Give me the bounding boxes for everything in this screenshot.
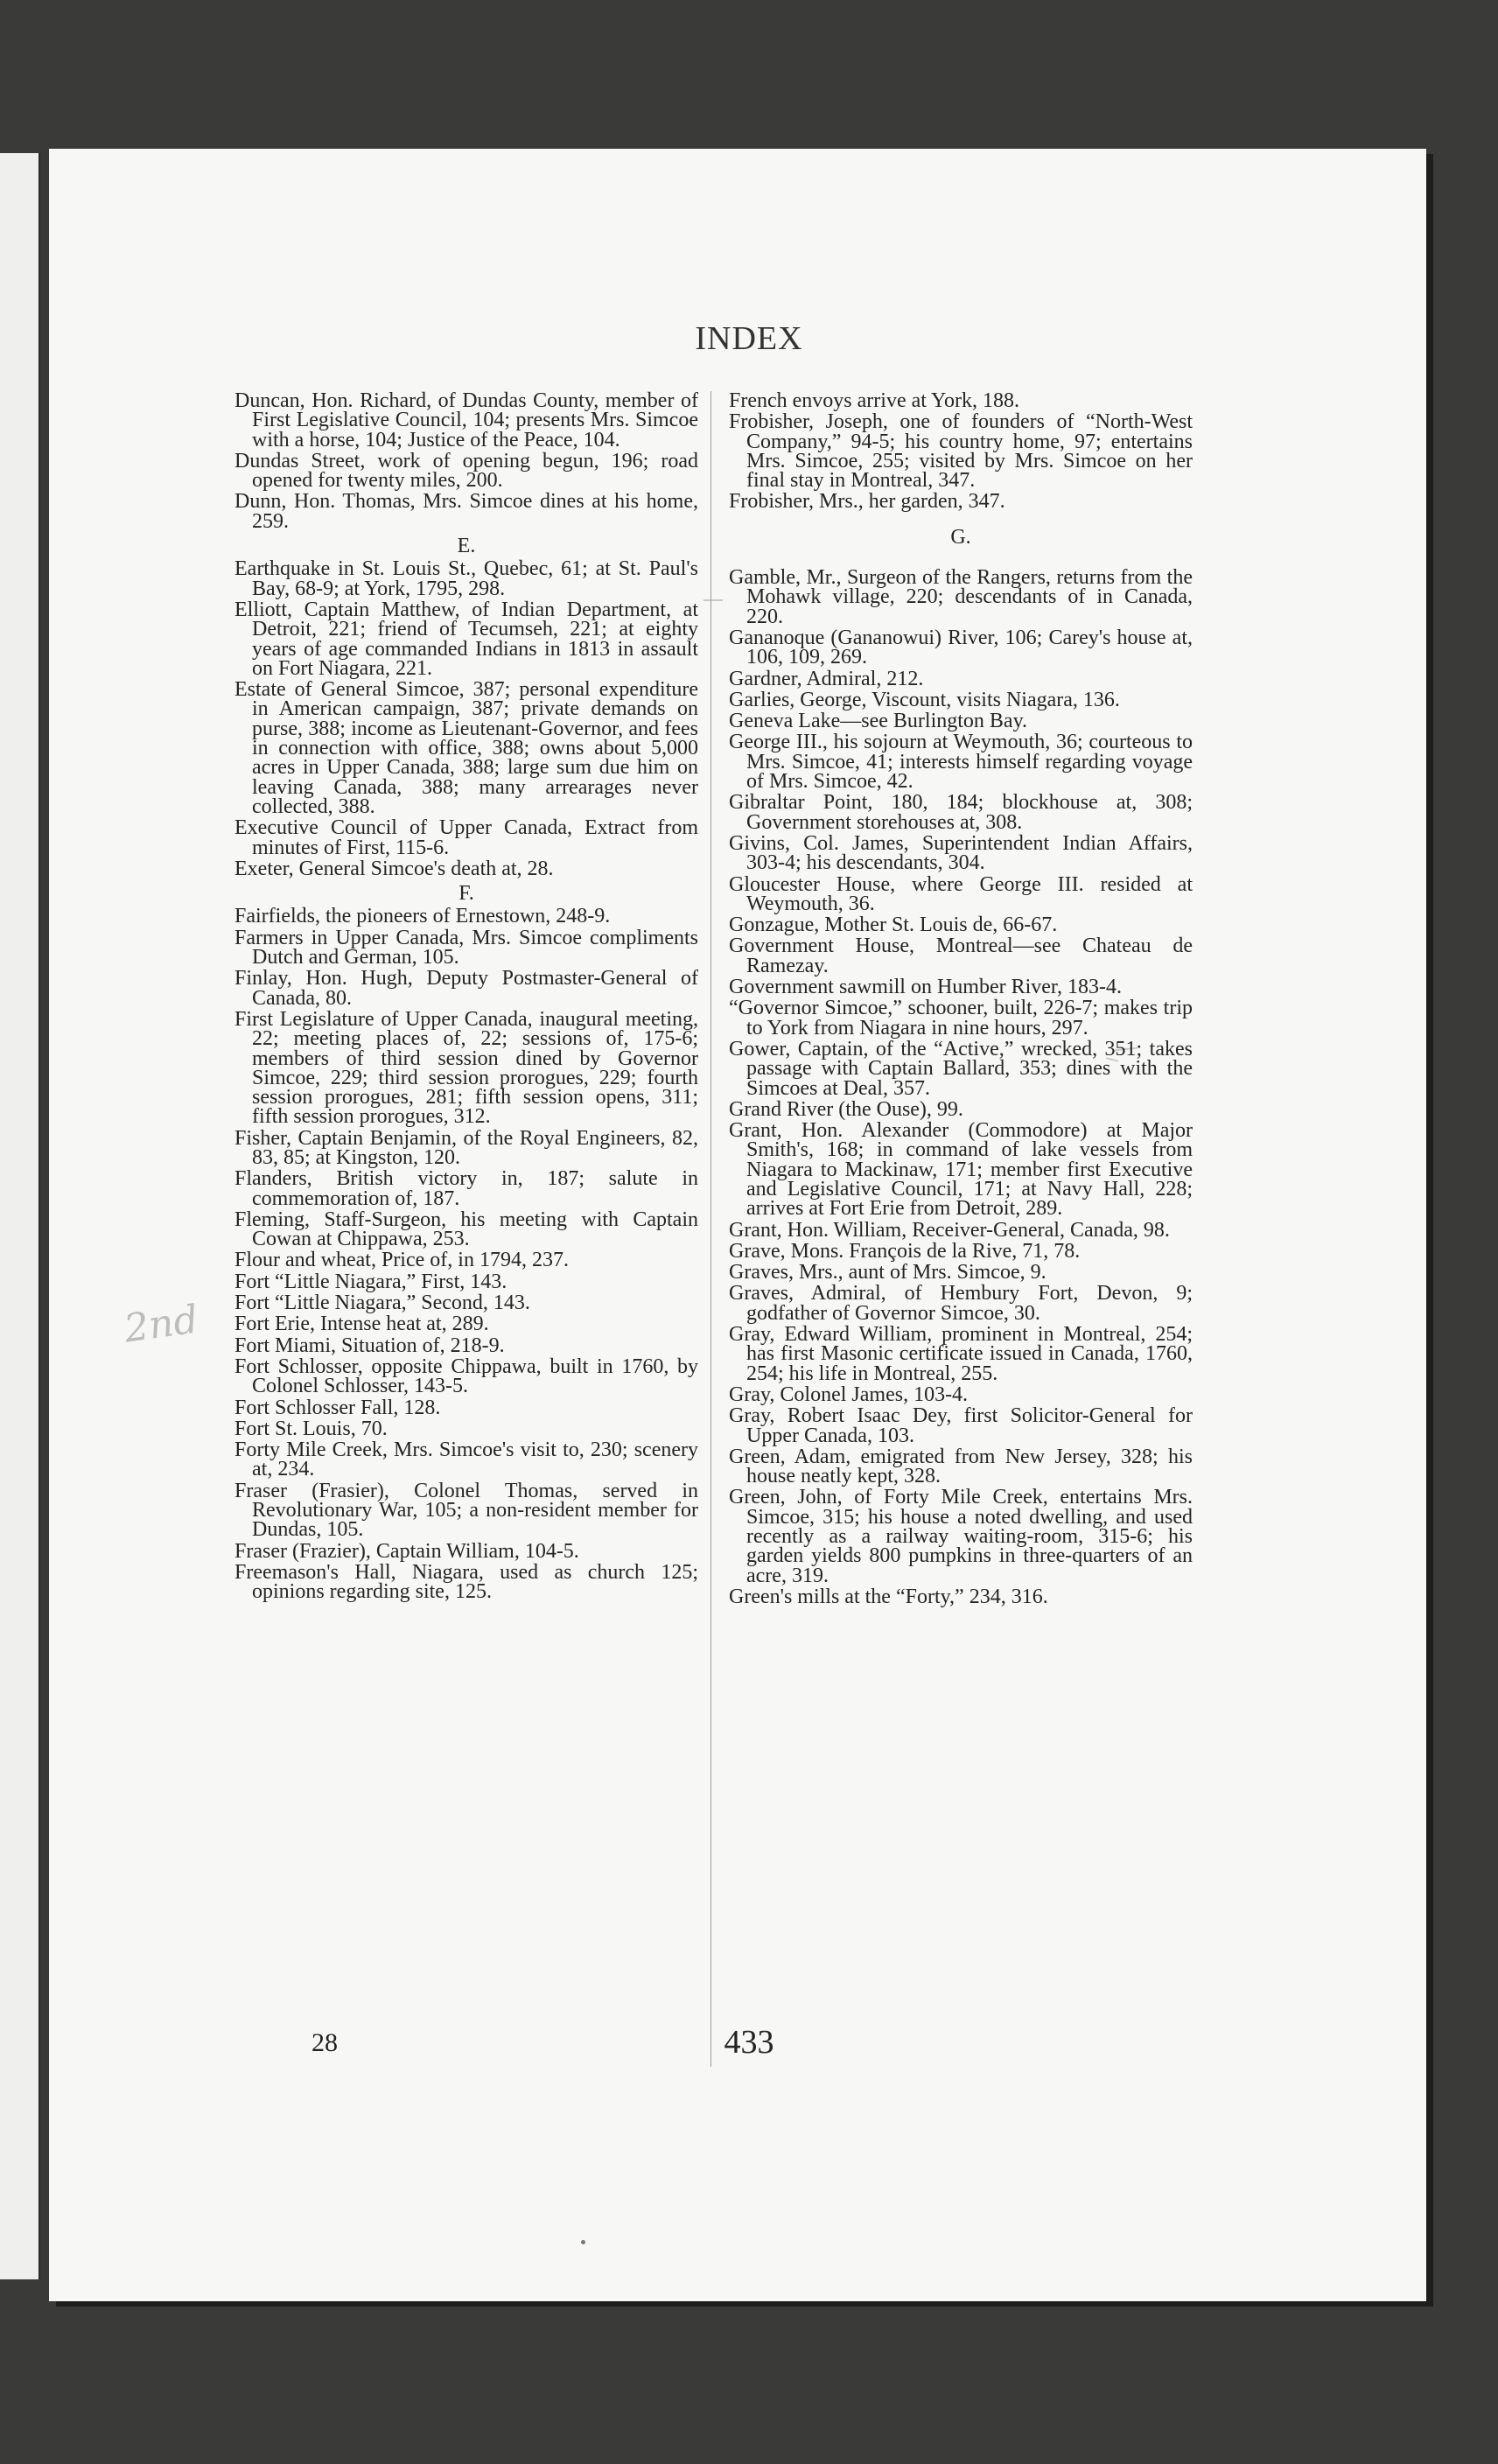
index-entry: Flour and wheat, Price of, in 1794, 237. — [234, 1249, 569, 1272]
index-entry: Green, Adam, emigrated from New Jersey, 328; his house neatly kept, 328. — [729, 1445, 1193, 1488]
section-letter: F. — [458, 882, 474, 906]
index-entry: Green, John, of Forty Mile Creek, entertains Mrs. Simcoe, 315; his house a noted dwelling, and used recently as a railway waiting-room, 315-6; his garden yields 800 pumpkins in three-quarters of an acre, 319. — [729, 1486, 1193, 1587]
index-entry: Gibraltar Point, 180, 184; blockhouse at, 308; Government storehouses at, 308. — [729, 791, 1193, 834]
index-entry: French envoys arrive at York, 188. — [729, 389, 1019, 412]
index-entry: Grant, Hon. William, Receiver-General, Canada, 98. — [729, 1218, 1170, 1242]
index-entry: Gray, Robert Isaac Dey, first Solicitor-General for Upper Canada, 103. — [729, 1404, 1193, 1447]
index-entry: Geneva Lake—see Burlington Bay. — [729, 710, 1028, 733]
index-entry: Earthquake in St. Louis St., Quebec, 61; at St. Paul's Bay, 68-9; at York, 1795, 298. — [234, 557, 698, 600]
index-entry: Grant, Hon. Alexander (Commodore) at Major Smith's, 168; in command of lake vessels from Niagara to Mackinaw, 171; member first Executive and Legislative Council, 171; at Navy Hall, 228; arrives at Fort Erie from Detroit, 289. — [729, 1119, 1193, 1221]
index-entry: Fort Schlosser, opposite Chippawa, built in 1760, by Colonel Schlosser, 143-5. — [234, 1354, 698, 1398]
index-entry: “Governor Simcoe,” schooner, built, 226-7; makes trip to York from Niagara in nine hours, 297. — [729, 997, 1193, 1040]
adjacent-page-edge — [0, 153, 40, 2279]
index-entry: Dunn, Hon. Thomas, Mrs. Simcoe dines at his home, 259. — [234, 490, 698, 533]
section-letter: G. — [950, 525, 971, 549]
index-entry: Garlies, George, Viscount, visits Niagara, 136. — [729, 688, 1120, 711]
index-entry: Finlay, Hon. Hugh, Deputy Postmaster-General of Canada, 80. — [234, 967, 698, 1010]
index-column-right — [729, 391, 1193, 1608]
index-entry: Gamble, Mr., Surgeon of the Rangers, returns from the Mohawk village, 220; descendants of in Canada, 220. — [729, 566, 1193, 628]
index-entry: Grand River (the Ouse), 99. — [729, 1097, 963, 1121]
index-entry: Fraser (Frazier), Captain William, 104-5. — [234, 1539, 579, 1563]
printer-signature-mark: 28 — [312, 2028, 338, 2057]
index-entry: Farmers in Upper Canada, Mrs. Simcoe compliments Dutch and German, 105. — [234, 926, 698, 970]
index-entry: Graves, Admiral, of Hembury Fort, Devon, 9; godfather of Governor Simcoe, 30. — [729, 1282, 1193, 1325]
index-entry: First Legislature of Upper Canada, inaugural meeting, 22; meeting places of, 22; sessions of, 175-6; members of third session dined by Governor Simcoe, 229; third session prorogues, 229; fourth session prorogues, 281; fifth session opens, 311; fifth session prorogues, 312. — [234, 1007, 698, 1129]
pencil-annotation-icon: 2nd — [121, 1297, 201, 1352]
index-entry: Fisher, Captain Benjamin, of the Royal Engineers, 82, 83, 85; at Kingston, 120. — [234, 1126, 698, 1169]
column-divider — [710, 391, 711, 2067]
index-entry: Gower, Captain, of the “Active,” wrecked, 351; takes passage with Captain Ballard, 353; dines with the Simcoes at Deal, 357. — [729, 1037, 1193, 1100]
index-entry: Fairfields, the pioneers of Ernestown, 248-9. — [234, 905, 611, 928]
index-entry: Government sawmill on Humber River, 183-4. — [729, 976, 1122, 999]
index-entry: Gananoque (Gananowui) River, 106; Carey's house at, 106, 109, 269. — [729, 626, 1193, 669]
pencil-mark-icon — [704, 599, 723, 601]
index-entry: Dundas Street, work of opening begun, 196; road opened for twenty miles, 200. — [234, 449, 698, 493]
index-entry: Government House, Montreal—see Chateau de Ramezay. — [729, 934, 1193, 977]
index-entry: Fort St. Louis, 70. — [234, 1417, 388, 1440]
index-entry: Fort Miami, Situation of, 218-9. — [234, 1334, 505, 1357]
index-entry: Gardner, Admiral, 212. — [729, 667, 924, 690]
index-entry: Graves, Mrs., aunt of Mrs. Simcoe, 9. — [729, 1261, 1046, 1284]
index-entry: Frobisher, Joseph, one of founders of “North-West Company,” 94-5; his country home, 97; entertains Mrs. Simcoe, 255; visited by Mrs. Simcoe on her final stay in Montreal, 347. — [729, 410, 1193, 493]
index-entry: Givins, Col. James, Superintendent Indian Affairs, 303-4; his descendants, 304. — [729, 831, 1193, 875]
index-entry: Fraser (Frasier), Colonel Thomas, served in Revolutionary War, 105; a non-resident member for Dundas, 105. — [234, 1479, 698, 1542]
index-entry: Fort Schlosser Fall, 128. — [234, 1396, 441, 1419]
index-entry: Duncan, Hon. Richard, of Dundas County, member of First Legislative Council, 104; presents Mrs. Simcoe with a horse, 104; Justice of the Peace, 104. — [234, 389, 698, 452]
speck-mark-icon — [581, 2240, 585, 2244]
index-entry: Green's mills at the “Forty,” 234, 316. — [729, 1585, 1048, 1608]
index-entry: Executive Council of Upper Canada, Extract from minutes of First, 115-6. — [234, 816, 698, 859]
index-entry: George III., his sojourn at Weymouth, 36; courteous to Mrs. Simcoe, 41; interests himself regarding voyage of Mrs. Simcoe, 42. — [729, 731, 1193, 794]
index-entry: Flanders, British victory in, 187; salute in commemoration of, 187. — [234, 1167, 698, 1210]
index-entry: Fort Erie, Intense heat at, 289. — [234, 1312, 489, 1336]
index-entry: Gloucester House, where George III. resided at Weymouth, 36. — [729, 872, 1193, 915]
index-column-left — [234, 391, 698, 1604]
index-entry: Frobisher, Mrs., her garden, 347. — [729, 490, 1005, 514]
index-entry: Fort “Little Niagara,” First, 143. — [234, 1270, 508, 1293]
index-entry: Gray, Edward William, prominent in Montreal, 254; has first Masonic certificate issued in Canada, 1760, 254; his life in Montreal, 255. — [729, 1323, 1193, 1385]
index-entry: Gonzague, Mother St. Louis de, 66-67. — [729, 914, 1058, 937]
index-entry: Elliott, Captain Matthew, of Indian Department, at Detroit, 221; friend of Tecumseh, 221; at eighty years of age commanded Indians in 1813 in assault on Fort Niagara, 221. — [234, 598, 698, 680]
index-entry: Fort “Little Niagara,” Second, 143. — [234, 1292, 530, 1315]
index-entry: Fleming, Staff-Surgeon, his meeting with Captain Cowan at Chippawa, 253. — [234, 1208, 698, 1251]
section-letter: E. — [457, 535, 476, 558]
index-entry: Exeter, General Simcoe's death at, 28. — [234, 857, 554, 880]
index-entry: Estate of General Simcoe, 387; personal expenditure in American campaign, 387; private demands on purse, 388; income as Lieutenant-Governor, and fees in connection with office, 388; owns about 5,000 acres in Upper Canada, 388; large sum due him on leaving Canada, 388; many arrearages never collected, 388. — [234, 678, 698, 818]
index-entry: Freemason's Hall, Niagara, used as church 125; opinions regarding site, 125. — [234, 1560, 698, 1604]
index-entry: Forty Mile Creek, Mrs. Simcoe's visit to, 230; scenery at, 234. — [234, 1438, 698, 1481]
page-number: 433 — [724, 2024, 774, 2061]
index-entry: Grave, Mons. François de la Rive, 71, 78. — [729, 1239, 1081, 1263]
index-entry: Gray, Colonel James, 103-4. — [729, 1382, 969, 1406]
page-title: INDEX — [695, 320, 803, 357]
